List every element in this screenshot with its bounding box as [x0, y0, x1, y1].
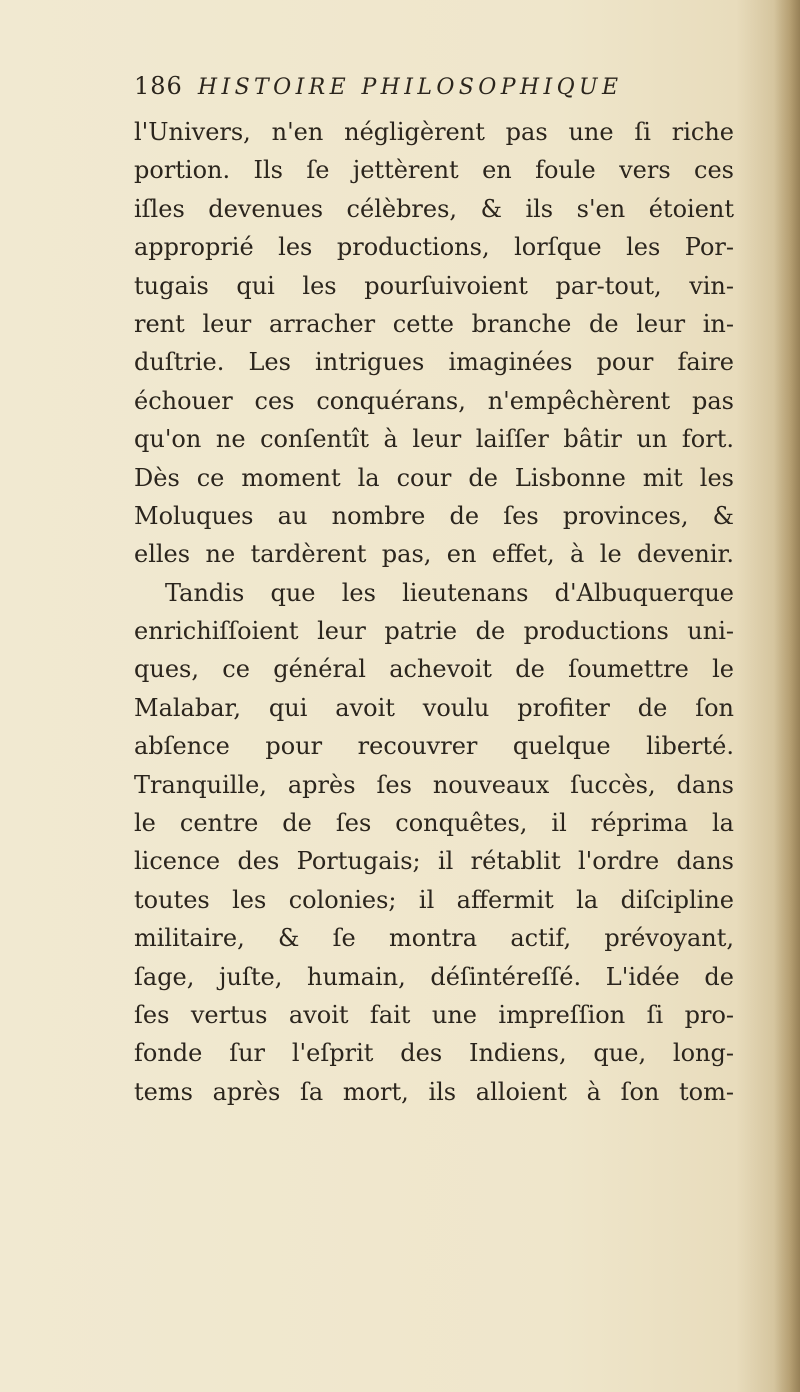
text-line: fonde ſur l'eſprit des Indiens, que, long- — [134, 1039, 734, 1068]
page-number: 186 — [134, 72, 183, 100]
text-line: rent leur arracher cette branche de leur in- — [134, 309, 734, 338]
text-line: Moluques au nombre de ſes provinces, & — [134, 501, 734, 530]
text-line: le centre de ſes conquêtes, il réprima la — [134, 809, 734, 838]
text-line: Malabar, qui avoit voulu profiter de ſon — [134, 693, 734, 722]
text-line: enrichiſſoient leur patrie de productions uni- — [134, 617, 734, 646]
text-line: approprié les productions, lorſque les Por- — [134, 233, 734, 262]
text-line: tems après ſa mort, ils alloient à ſon tom- — [134, 1077, 734, 1106]
text-line: militaire, & ſe montra actif, prévoyant, — [134, 924, 734, 953]
text-line: toutes les colonies; il affermit la diſcipline — [134, 885, 734, 914]
text-line: duſtrie. Les intrigues imaginées pour faire — [134, 348, 734, 377]
text-line: iſles devenues célèbres, & ils s'en étoient — [134, 194, 734, 223]
text-line: l'Univers, n'en négligèrent pas une ſi riche — [134, 118, 734, 146]
text-line: Tranquille, après ſes nouveaux ſuccès, dans — [134, 770, 734, 799]
text-line: portion. Ils ſe jettèrent en foule vers ces — [134, 156, 734, 185]
text-line: tugais qui les pourſuivoient par-tout, vin- — [134, 271, 734, 300]
text-line: ſage, juſte, humain, déſintéreſſé. L'idée de — [134, 962, 734, 991]
page-edge-shadow — [774, 0, 800, 1392]
text-line: ſes vertus avoit fait une impreſſion ſi pro- — [134, 1000, 734, 1029]
text-line: elles ne tardèrent pas, en effet, à le devenir. — [134, 540, 734, 569]
text-line: qu'on ne conſentît à leur laiſſer bâtir un fort. — [134, 425, 734, 454]
text-line: Dès ce moment la cour de Lisbonne mit les — [134, 463, 734, 492]
text-line: échouer ces conquérans, n'empêchèrent pas — [134, 386, 734, 415]
text-line: licence des Portugais; il rétablit l'ordre dans — [134, 847, 734, 876]
text-line: abſence pour recouvrer quelque liberté. — [134, 732, 734, 761]
text-line: ques, ce général achevoit de ſoumettre le — [134, 655, 734, 684]
paragraph-first-line: Tandis que les lieutenans d'Albuquerque — [165, 578, 734, 607]
body-text — [134, 113, 734, 1111]
running-header — [134, 72, 694, 112]
running-title: HISTOIRE PHILOSOPHIQUE — [197, 75, 623, 100]
